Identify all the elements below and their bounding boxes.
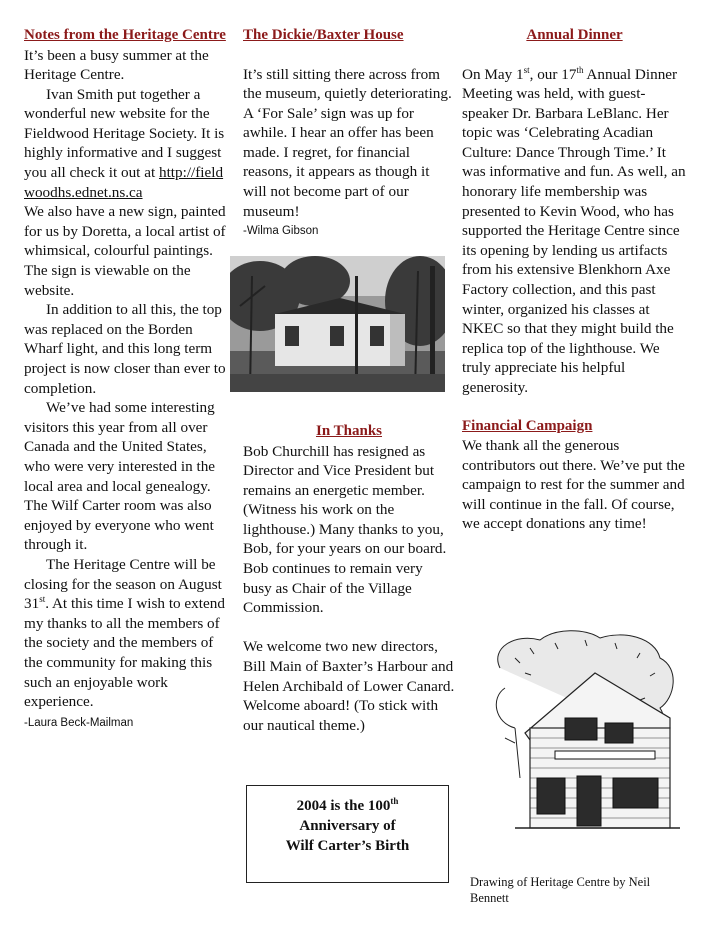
annual-dinner-heading: Annual Dinner xyxy=(526,27,623,43)
paragraph-borden-wharf: In addition to all this, the top was replaced on the Borden Wharf light, and this long term project is now closer than ever to completion. xyxy=(24,301,226,397)
heritage-centre-heading: Notes from the Heritage Centre xyxy=(24,27,226,43)
signature-laura: -Laura Beck-Mailman xyxy=(24,716,134,729)
closing-text-a: The Heritage Centre will be closing for the season on August 31 xyxy=(24,555,222,613)
dinner-text-c: Annual Dinner Meeting was held, with guest-speaker Dr. Barbara LeBlanc. Her topic was ‘Celebrating Acadian Culture: Dance Through Time.’ It was informative and fun. As well, an honorary life membership was presented to Kevin Wood, who has supported the Heritage Centre since its opening by lending us artifacts from his extensive Blenkhorn Axe Factory collection, and this past winter, organized his classes at NKEC so that they might build the replica top of the lighthouse. We truly appreciate his helpful generosity. xyxy=(462,65,686,396)
dickie-baxter-heading: The Dickie/Baxter House xyxy=(243,27,404,43)
closing-text-b: . At this time I wish to extend my thanks to all the members of the society and the members of the community for making this such an enjoyable work experience. xyxy=(24,595,225,711)
paragraph-dickie-baxter: It’s still sitting there across from the museum, quietly deteriorating. A ‘For Sale’ sign was up for awhile. I hear an offer has been made. I regret, for financial reasons, it appears as though it will not become part of our museum! xyxy=(243,65,452,220)
wilf-carter-anniversary-box xyxy=(246,785,449,883)
paragraph-visitors: We’ve had some interesting visitors this year from all over Canada and the United States, who were very interested in the local area and local genealogy. The Wilf Carter room was also enjoyed by everyone who went through it. xyxy=(24,399,216,554)
paragraph-new-sign: We also have a new sign, painted for us by Doretta, a local artist of whimsical, colourful paintings. The sign is viewable on the website. xyxy=(24,203,226,299)
column-annual-dinner xyxy=(462,26,687,534)
closing-sup: st xyxy=(39,594,46,605)
house-photo-image xyxy=(230,256,445,392)
in-thanks-heading: In Thanks xyxy=(315,423,383,439)
column-heritage-centre-notes xyxy=(24,26,230,731)
box-line-1-sup: th xyxy=(390,796,399,806)
box-line-3: Wilf Carter’s Birth xyxy=(285,838,410,854)
paragraph-busy-summer: It’s been a busy summer at the Heritage Centre. xyxy=(24,46,209,84)
paragraph-bob-churchill: Bob Churchill has resigned as Director and Vice President but remains an energetic member.(Witness his work on the lighthouse.) Many thanks to you, Bob, for your years on our board. Bob continues to remain very busy as Chair of the Village Commission. xyxy=(243,442,447,617)
dinner-sup-2: th xyxy=(576,64,584,75)
column-dickie-baxter xyxy=(243,26,455,239)
website-text: Ivan Smith put together a wonderful new website for the Fieldwood Heritage Society. It is highly informative and I suggest you all check it out at xyxy=(24,85,225,182)
dickie-baxter-house-photo xyxy=(230,256,445,392)
paragraph-closing xyxy=(24,555,230,712)
dinner-sup-1: st xyxy=(523,64,530,75)
dinner-text-b: , our 17 xyxy=(529,65,577,83)
heritage-centre-drawing-image xyxy=(485,628,685,838)
paragraph-financial-campaign: We thank all the generous contributors out there. We’ve put the campaign to rest for the summer and will continue in the fall. Of course, we accept donations any time! xyxy=(462,437,685,533)
column-in-thanks xyxy=(243,422,455,735)
drawing-caption: Drawing of Heritage Centre by Neil Bennett xyxy=(470,875,651,905)
heritage-centre-drawing xyxy=(485,628,685,838)
dinner-text-a: On May 1 xyxy=(462,65,524,83)
signature-wilma: -Wilma Gibson xyxy=(243,225,319,238)
box-line-2: Anniversary of xyxy=(299,818,396,834)
website-link[interactable]: http://fieldwoodhs.ednet.ns.ca xyxy=(24,164,224,201)
paragraph-website xyxy=(24,85,230,203)
financial-campaign-heading: Financial Campaign xyxy=(462,417,593,434)
paragraph-annual-dinner xyxy=(462,65,687,398)
box-line-1-text: 2004 is the 100 xyxy=(296,798,391,814)
box-line-1 xyxy=(247,796,448,816)
paragraph-new-directors: We welcome two new directors, Bill Main of Baxter’s Harbour and Helen Archibald of Lower Canard. Welcome aboard! (To stick with our nautical theme.) xyxy=(243,638,455,734)
